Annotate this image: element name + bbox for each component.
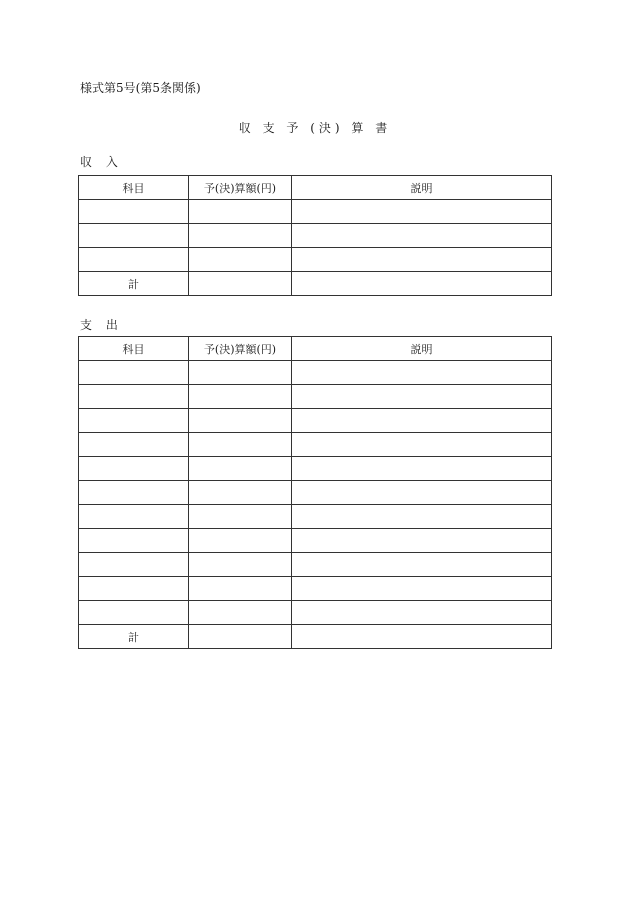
amount-cell[interactable] <box>189 481 292 505</box>
column-header-description: 説明 <box>292 337 552 361</box>
amount-cell[interactable] <box>189 529 292 553</box>
subject-cell[interactable] <box>79 481 189 505</box>
subject-cell[interactable] <box>79 385 189 409</box>
subject-cell[interactable] <box>79 224 189 248</box>
expense-section-label: 支 出 <box>80 318 123 332</box>
subject-cell[interactable] <box>79 505 189 529</box>
amount-cell[interactable] <box>189 505 292 529</box>
subject-cell[interactable] <box>79 200 189 224</box>
table-header-row <box>79 337 552 361</box>
total-label: 計 <box>79 625 189 649</box>
income-table <box>78 175 552 296</box>
amount-cell[interactable] <box>189 553 292 577</box>
total-description-cell[interactable] <box>292 272 552 296</box>
subject-cell[interactable] <box>79 457 189 481</box>
description-cell[interactable] <box>292 457 552 481</box>
description-cell[interactable] <box>292 505 552 529</box>
description-cell[interactable] <box>292 361 552 385</box>
description-cell[interactable] <box>292 224 552 248</box>
table-row <box>79 200 552 224</box>
table-row <box>79 224 552 248</box>
amount-cell[interactable] <box>189 385 292 409</box>
total-description-cell[interactable] <box>292 625 552 649</box>
income-section-label: 収 入 <box>80 155 123 169</box>
total-row <box>79 272 552 296</box>
table-row <box>79 505 552 529</box>
expense-table <box>78 336 552 649</box>
description-cell[interactable] <box>292 409 552 433</box>
subject-cell[interactable] <box>79 577 189 601</box>
column-header-subject: 科目 <box>79 337 189 361</box>
amount-cell[interactable] <box>189 224 292 248</box>
table-row <box>79 577 552 601</box>
amount-cell[interactable] <box>189 601 292 625</box>
amount-cell[interactable] <box>189 409 292 433</box>
total-amount-cell[interactable] <box>189 625 292 649</box>
table-header-row <box>79 176 552 200</box>
description-cell[interactable] <box>292 433 552 457</box>
description-cell[interactable] <box>292 577 552 601</box>
total-amount-cell[interactable] <box>189 272 292 296</box>
column-header-description: 説明 <box>292 176 552 200</box>
table-row <box>79 601 552 625</box>
table-row <box>79 248 552 272</box>
column-header-subject: 科目 <box>79 176 189 200</box>
column-header-amount: 予(決)算額(円) <box>189 176 292 200</box>
description-cell[interactable] <box>292 385 552 409</box>
column-header-amount: 予(決)算額(円) <box>189 337 292 361</box>
table-row <box>79 457 552 481</box>
subject-cell[interactable] <box>79 409 189 433</box>
description-cell[interactable] <box>292 248 552 272</box>
amount-cell[interactable] <box>189 457 292 481</box>
amount-cell[interactable] <box>189 248 292 272</box>
amount-cell[interactable] <box>189 433 292 457</box>
table-row <box>79 529 552 553</box>
subject-cell[interactable] <box>79 529 189 553</box>
amount-cell[interactable] <box>189 361 292 385</box>
amount-cell[interactable] <box>189 200 292 224</box>
total-row <box>79 625 552 649</box>
subject-cell[interactable] <box>79 553 189 577</box>
description-cell[interactable] <box>292 481 552 505</box>
amount-cell[interactable] <box>189 577 292 601</box>
description-cell[interactable] <box>292 529 552 553</box>
table-row <box>79 553 552 577</box>
form-number: 様式第5号(第5条関係) <box>80 81 201 95</box>
description-cell[interactable] <box>292 200 552 224</box>
table-row <box>79 433 552 457</box>
total-label: 計 <box>79 272 189 296</box>
subject-cell[interactable] <box>79 361 189 385</box>
subject-cell[interactable] <box>79 601 189 625</box>
table-row <box>79 361 552 385</box>
document-title: 収 支 予 (決) 算 書 <box>238 121 392 135</box>
table-row <box>79 481 552 505</box>
description-cell[interactable] <box>292 601 552 625</box>
table-row <box>79 385 552 409</box>
table-row <box>79 409 552 433</box>
description-cell[interactable] <box>292 553 552 577</box>
subject-cell[interactable] <box>79 433 189 457</box>
subject-cell[interactable] <box>79 248 189 272</box>
